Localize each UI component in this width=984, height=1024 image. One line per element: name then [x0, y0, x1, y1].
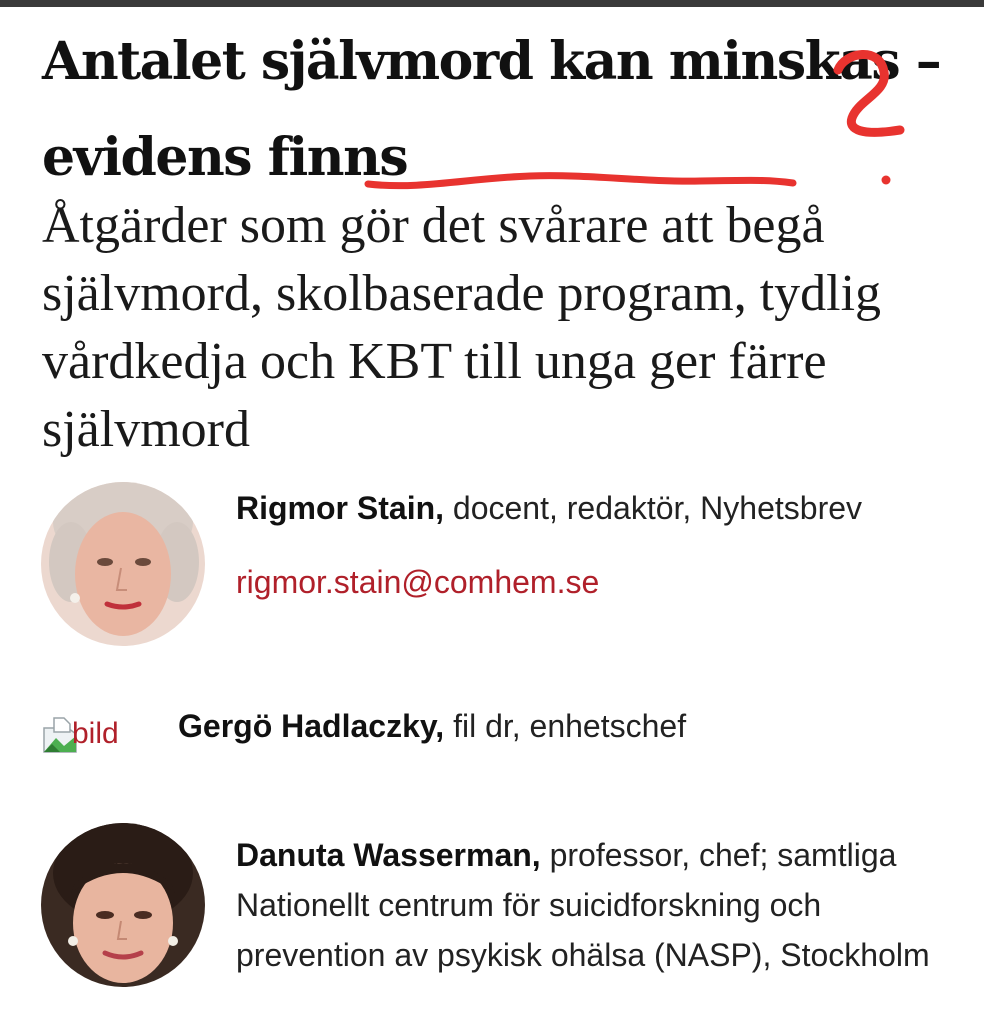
- author-title: fil dr, enhetschef: [444, 708, 687, 744]
- author-name: Danuta Wasserman,: [236, 837, 541, 873]
- top-divider: [0, 0, 984, 7]
- author-email-link[interactable]: rigmor.stain@comhem.se: [236, 564, 600, 600]
- author-avatar-gergo-hadlaczky: [42, 706, 119, 754]
- author-name: Gergö Hadlaczky,: [178, 708, 445, 744]
- author-byline-2: [178, 706, 938, 746]
- author-byline-1: [236, 488, 956, 528]
- headline-underlined-text: evidens finns: [42, 127, 408, 188]
- image-alt-text: bild: [72, 717, 119, 750]
- author-avatar-rigmor-stain: [41, 482, 205, 646]
- author-title: professor, chef; samtliga Nationellt centrum för suicidforskning och prevention av psykisk ohälsa (NASP), Stockholm: [236, 837, 930, 973]
- author-byline-3: [236, 830, 956, 980]
- portrait-photo: [41, 823, 205, 987]
- author-title: docent, redaktör, Nyhetsbrev: [444, 490, 863, 526]
- portrait-photo: [41, 482, 205, 646]
- article-headline: [42, 14, 942, 206]
- headline-text: Antalet självmord kan minskas –: [42, 31, 941, 92]
- article-subheadline: Åtgärder som gör det svårare att begå självmord, skolbaserade program, tydlig vårdkedja och KBT till unga ger färre självmord: [42, 197, 882, 458]
- author-avatar-danuta-wasserman: [41, 823, 205, 987]
- author-name: Rigmor Stain,: [236, 490, 445, 526]
